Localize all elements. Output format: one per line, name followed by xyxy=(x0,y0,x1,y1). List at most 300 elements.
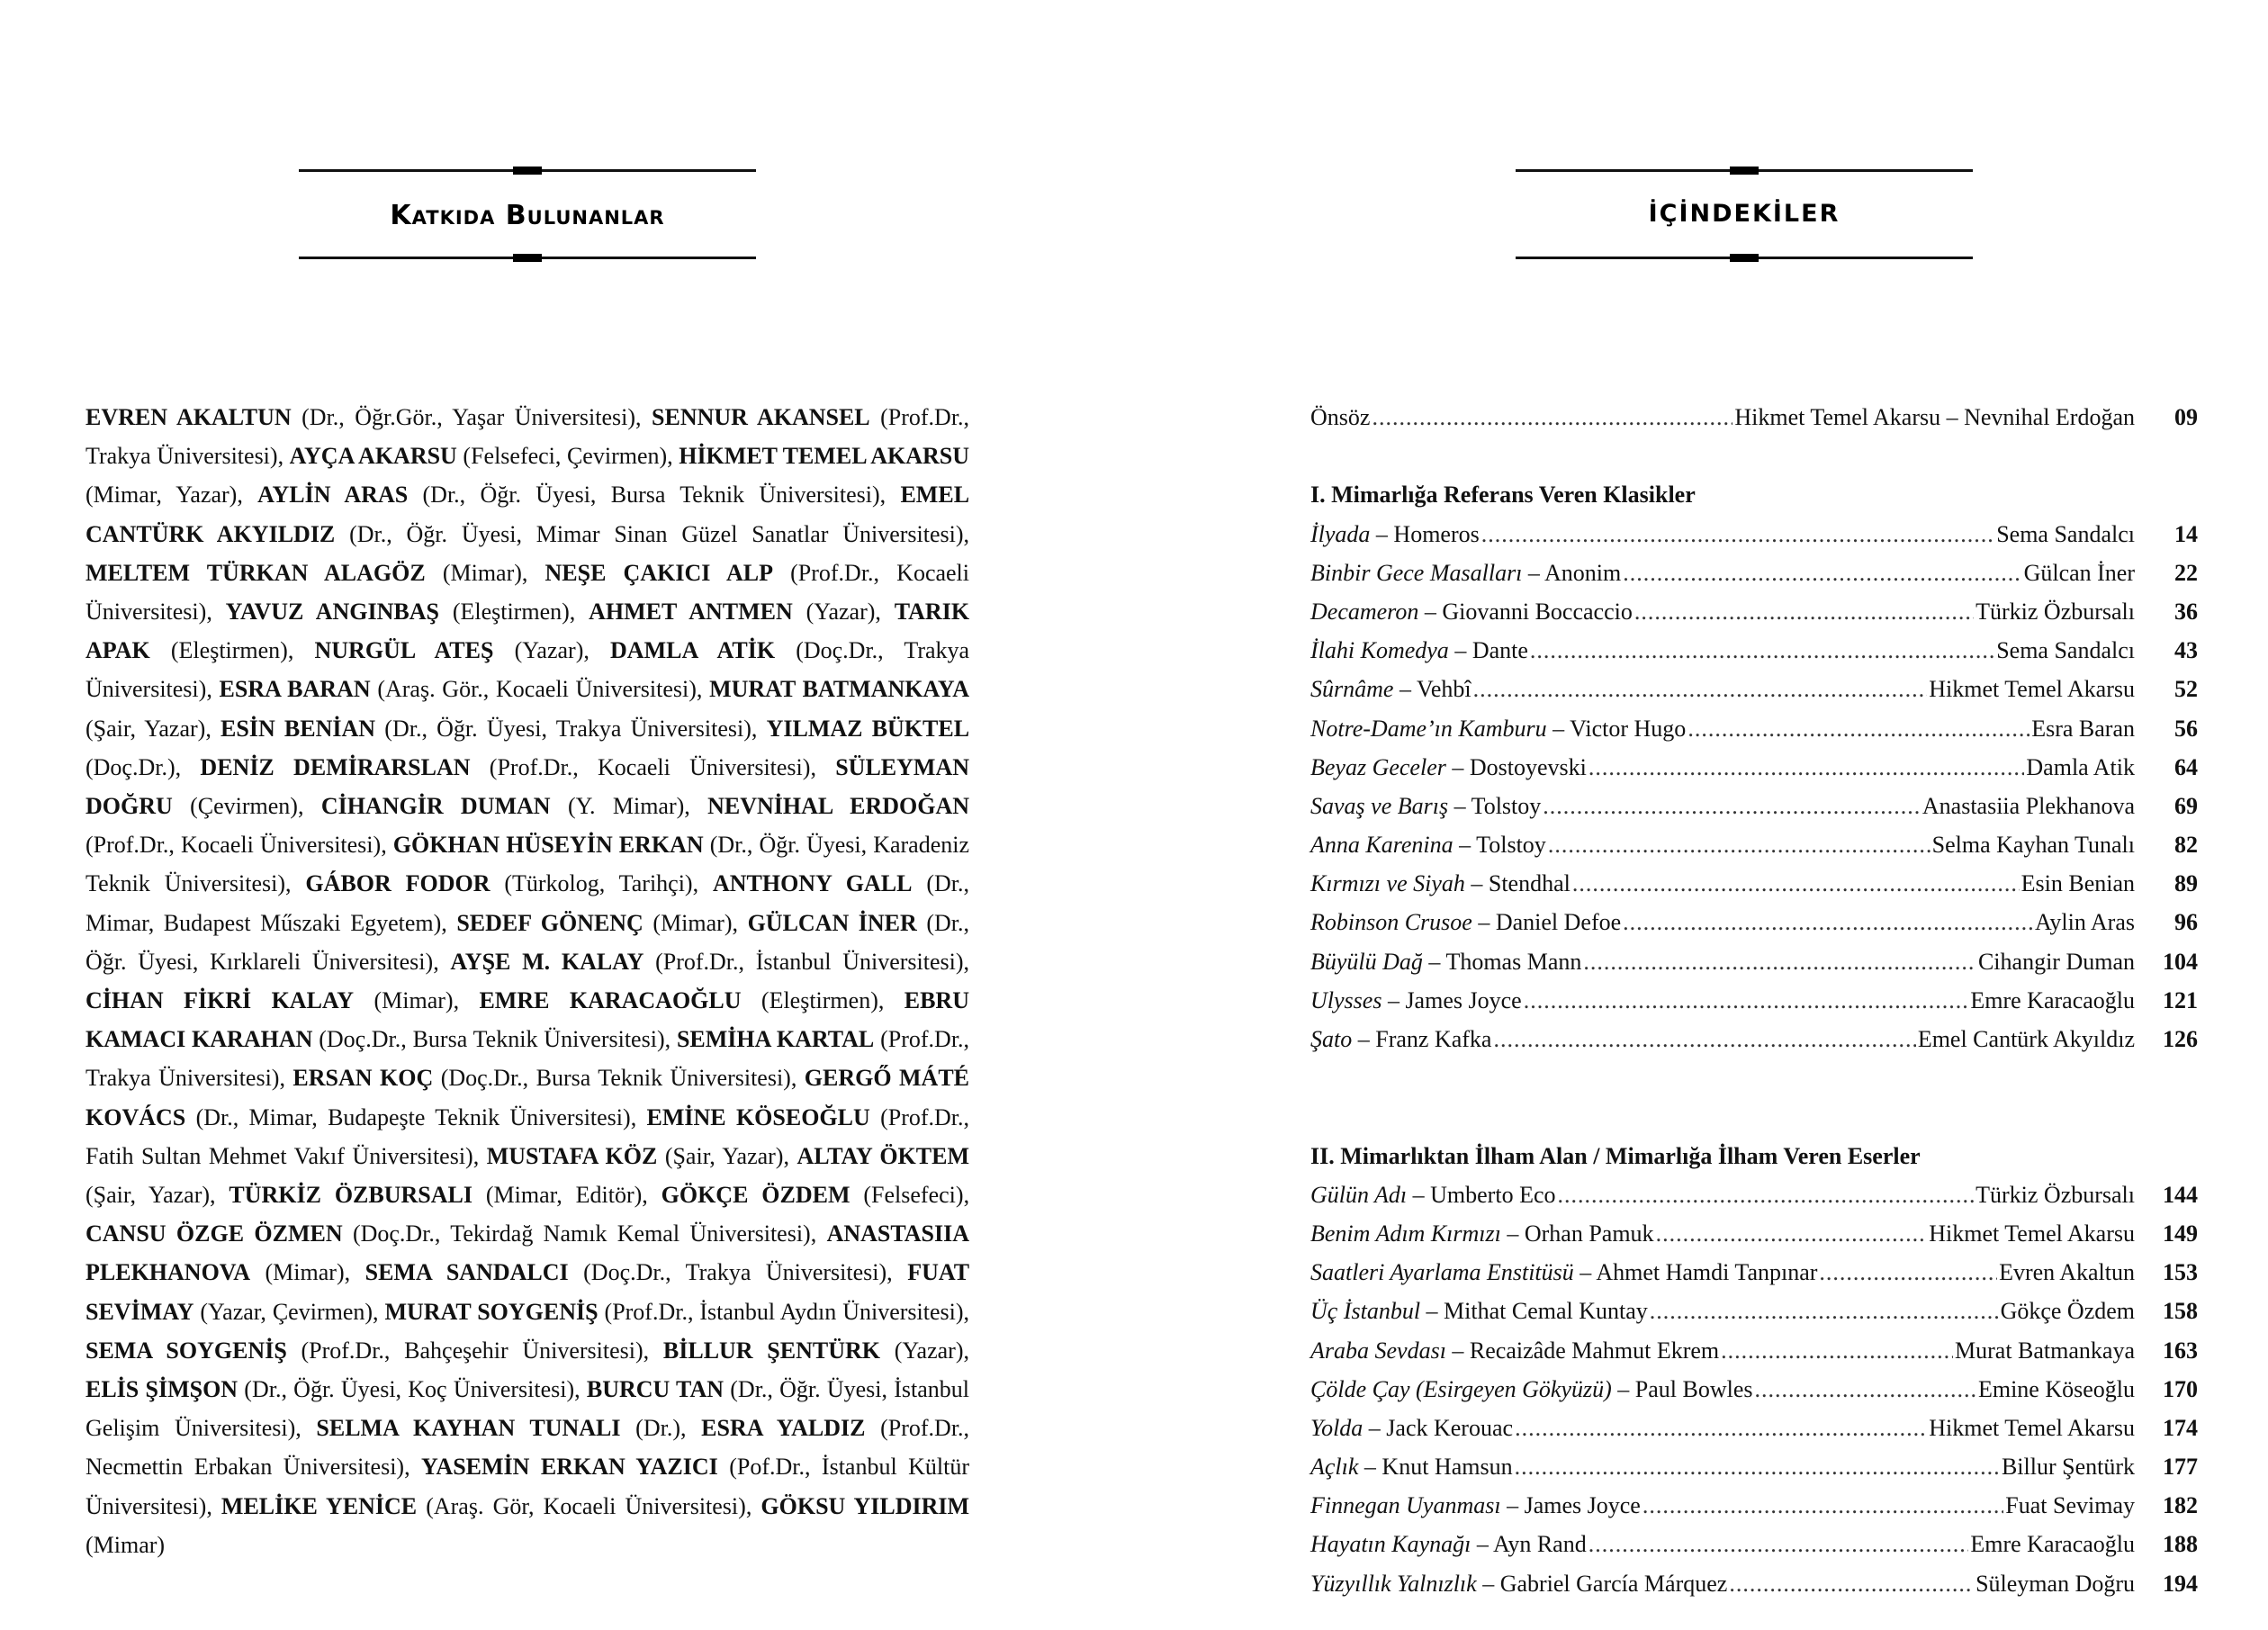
work-writer: – Vehbî xyxy=(1393,676,1472,703)
work-writer: – Victor Hugo xyxy=(1546,715,1687,742)
work-writer: – Tolstoy xyxy=(1448,792,1542,819)
contributor-name: MURAT SOYGENİŞ xyxy=(384,1298,598,1325)
contributor-affiliation: (Dr.) xyxy=(635,1415,680,1442)
contributor-affiliation: (Yazar) xyxy=(894,1337,964,1364)
toc-entry-title: Önsöz xyxy=(1310,404,1371,430)
contributor-entry: MURAT BATMANKAYA (Şair, Yazar), xyxy=(86,676,970,742)
work-title: Üç İstanbul xyxy=(1310,1298,1421,1325)
contributor-name: DENİZ DEMİRARSLAN xyxy=(200,753,471,780)
contributor-affiliation: (Prof.Dr., İstanbul Aydın Üniversitesi) xyxy=(604,1298,964,1325)
toc-entry-author: Hikmet Temel Akarsu xyxy=(1929,1414,2135,1441)
work-title: Notre-Dame’ın Kamburu xyxy=(1310,715,1547,742)
contributor-affiliation: (Yazar) xyxy=(806,599,876,626)
dot-leader xyxy=(1583,942,1976,981)
toc-entry-author: Hikmet Temel Akarsu xyxy=(1929,676,2135,703)
work-title: Gülün Adı xyxy=(1310,1181,1408,1208)
dot-leader xyxy=(1372,398,1732,437)
contributor-entry: ERSAN KOÇ (Doç.Dr., Bursa Teknik Üniversitesi), xyxy=(292,1065,805,1092)
contributor-affiliation: (Prof.Dr., Trakya Üniversitesi) xyxy=(86,1026,970,1092)
toc-entry[interactable] xyxy=(1310,1370,2198,1409)
toc-entry[interactable] xyxy=(1310,1525,2198,1563)
contributor-name: ESRA YALDIZ xyxy=(701,1415,866,1442)
contributor-entry: YILMAZ BÜKTEL (Doç.Dr.), xyxy=(86,715,970,780)
toc-entry[interactable] xyxy=(1310,1214,2198,1253)
contributor-entry: ESİN BENİAN (Dr., Öğr. Üyesi, Trakya Üniversitesi), xyxy=(220,715,767,742)
toc-entry-title xyxy=(1310,1447,1513,1486)
toc-entry-author: Aylin Aras xyxy=(2035,909,2135,936)
contributor-name: EMRE KARACAOĞLU xyxy=(479,987,742,1014)
contributor-name: GERGŐ MÁTÉ KOVÁCS xyxy=(86,1065,970,1130)
contributor-entry: ANASTASIIA PLEKHANOVA (Mimar), xyxy=(86,1220,970,1286)
toc-entry-page: 89 xyxy=(2174,870,2198,897)
contributor-affiliation: (Türkolog, Tarihçi) xyxy=(504,870,693,897)
toc-entry[interactable] xyxy=(1310,592,2198,631)
contributor-name: BİLLUR ŞENTÜRK xyxy=(662,1337,880,1364)
contributor-name: SEMA SANDALCI xyxy=(364,1259,569,1286)
toc-entry-author: Emine Köseoğlu xyxy=(1977,1375,2135,1402)
contributor-name: MURAT BATMANKAYA xyxy=(709,676,970,703)
work-title: Açlık xyxy=(1310,1454,1359,1481)
dot-leader xyxy=(1729,1564,1974,1603)
contributor-affiliation: (Pof.Dr., İstanbul Kültür Üniversitesi) xyxy=(86,1454,969,1519)
work-title: Kırmızı ve Siyah xyxy=(1310,870,1465,897)
contributor-affiliation: (Dr., Mimar, Budapeşte Teknik Üniversitesi) xyxy=(195,1103,631,1130)
work-title: Yüzyıllık Yalnızlık xyxy=(1310,1570,1477,1597)
contributor-name: ESİN BENİAN xyxy=(220,715,376,742)
contributor-name: SÜLEYMAN DOĞRU xyxy=(86,753,970,820)
work-title: Binbir Gece Masalları xyxy=(1310,559,1523,586)
contributor-affiliation: (Dr., Öğr. Üyesi, Koç Üniversitesi) xyxy=(244,1376,575,1403)
contributor-affiliation: (Prof.Dr., İstanbul Üniversitesi) xyxy=(655,948,964,975)
contributor-entry: YAVUZ ANGINBAŞ (Eleştirmen), xyxy=(225,599,590,626)
contributor-name: HİKMET TEMEL AKARSU xyxy=(679,443,970,470)
work-writer: – Ayn Rand xyxy=(1471,1531,1587,1558)
contributor-affiliation: (Mimar, Editör) xyxy=(485,1182,643,1209)
toc-entry-page: 188 xyxy=(2163,1531,2198,1558)
toc-entry[interactable] xyxy=(1310,631,2198,670)
toc-heading xyxy=(1516,166,1973,265)
toc-entry-page: 69 xyxy=(2174,792,2198,819)
contributor-name: YAVUZ ANGINBAŞ xyxy=(225,599,439,626)
contributors-heading xyxy=(299,166,756,265)
contributor-entry: CANSU ÖZGE ÖZMEN (Doç.Dr., Tekirdağ Namık Kemal Üniversitesi), xyxy=(86,1220,827,1247)
toc-spacer xyxy=(1310,437,2198,475)
contributor-entry: GÜLCAN İNER (Dr., Öğr. Üyesi, Kırklareli Üniversitesi), xyxy=(86,909,970,975)
dot-leader xyxy=(1543,787,1921,825)
contributors-list xyxy=(86,398,969,1564)
contributor-affiliation: (Yazar) xyxy=(514,637,584,664)
work-writer: – Recaizâde Mahmut Ekrem xyxy=(1445,1337,1720,1364)
work-writer: – Jack Kerouac xyxy=(1363,1414,1514,1441)
toc-entry-page: 170 xyxy=(2163,1375,2198,1402)
contributor-name: GÁBOR FODOR xyxy=(305,870,490,897)
toc-entry-page: 14 xyxy=(2174,520,2198,547)
toc-entry-page: 158 xyxy=(2163,1298,2198,1325)
toc-entry-page: 182 xyxy=(2163,1492,2198,1519)
toc-entry-page: 121 xyxy=(2163,986,2198,1013)
work-writer: – Stendhal xyxy=(1464,870,1570,897)
contributor-affiliation: (Araş. Gör., Kocaeli Üniversitesi) xyxy=(377,676,697,703)
toc-entry-author: Cihangir Duman xyxy=(1977,948,2135,975)
contributor-entry: GERGŐ MÁTÉ KOVÁCS (Dr., Mimar, Budapeşte Teknik Üniversitesi), xyxy=(86,1065,970,1130)
contributor-entry: FUAT SEVİMAY (Yazar, Çevirmen), xyxy=(86,1259,970,1325)
contributor-name: CİHANGİR DUMAN xyxy=(320,793,551,820)
toc-entry[interactable] xyxy=(1310,1292,2198,1330)
contributor-entry: MUSTAFA KÖZ (Şair, Yazar), xyxy=(486,1142,797,1169)
toc-entry[interactable] xyxy=(1310,1175,2198,1214)
contributor-entry: GÖKÇE ÖZDEM (Felsefeci), xyxy=(661,1182,970,1209)
work-title: Saatleri Ayarlama Enstitüsü xyxy=(1310,1259,1574,1286)
toc-entry-title xyxy=(1310,709,1686,748)
contributor-affiliation: (Dr., Öğr. Üyesi, Karadeniz Teknik Üniversitesi) xyxy=(86,832,970,897)
toc-entry-author: Türkiz Özbursalı xyxy=(1976,1181,2135,1208)
toc-entry-author: Selma Kayhan Tunalı xyxy=(1931,832,2135,859)
toc-entry[interactable] xyxy=(1310,1564,2198,1603)
work-title: Çölde Çay (Esirgeyen Gökyüzü) xyxy=(1310,1375,1612,1402)
work-writer: – Orhan Pamuk xyxy=(1500,1220,1654,1247)
contributor-entry: YASEMİN ERKAN YAZICI (Pof.Dr., İstanbul Kültür Üniversitesi), xyxy=(86,1454,969,1519)
contributor-entry: AHMET ANTMEN (Yazar), xyxy=(589,599,895,626)
toc-page xyxy=(1134,0,2268,1630)
ornamental-rule-top xyxy=(1516,169,1973,172)
contributor-entry: DENİZ DEMİRARSLAN (Prof.Dr., Kocaeli Üniversitesi), xyxy=(200,753,836,780)
toc-entry[interactable] xyxy=(1310,1447,2198,1486)
toc-spacer xyxy=(1310,1097,2198,1136)
contributor-entry: GÁBOR FODOR (Türkolog, Tarihçi), xyxy=(305,870,713,897)
toc-entry-page: 174 xyxy=(2163,1414,2198,1441)
contributor-affiliation: (Yazar, Çevirmen) xyxy=(200,1298,374,1325)
toc-section-heading: I. Mimarlığa Referans Veren Klasikler xyxy=(1310,482,1696,509)
toc-entry-title xyxy=(1310,515,1480,554)
toc-entry[interactable] xyxy=(1310,825,2198,864)
contributor-affiliation: (Dr., Öğr. Üyesi, Bursa Teknik Üniversitesi) xyxy=(422,482,880,509)
contributor-name: FUAT SEVİMAY xyxy=(86,1259,970,1325)
toc-entry-title xyxy=(1310,1409,1513,1447)
toc-entry-page: 96 xyxy=(2174,909,2198,936)
toc-entry-title xyxy=(1310,670,1472,708)
contributor-entry: EVREN AKALTUN (Dr., Öğr.Gör., Yaşar Üniversitesi), xyxy=(86,404,652,430)
contributor-affiliation: (Çevirmen) xyxy=(190,793,298,820)
work-title: İlyada xyxy=(1310,520,1371,547)
contributor-name: ERSAN KOÇ xyxy=(292,1065,434,1092)
toc-entry-page: 09 xyxy=(2174,404,2198,430)
dot-leader xyxy=(1548,825,1930,864)
work-writer: – James Joyce xyxy=(1382,986,1522,1013)
toc-entry[interactable] xyxy=(1310,903,2198,941)
contributor-affiliation: (Mimar) xyxy=(265,1259,345,1286)
toc-entry-page: 144 xyxy=(2163,1181,2198,1208)
work-writer: – Umberto Eco xyxy=(1407,1181,1556,1208)
work-title: Finnegan Uyanması xyxy=(1310,1492,1501,1519)
toc-entry-title xyxy=(1310,1331,1719,1370)
dot-leader xyxy=(1650,1292,1999,1330)
contributor-affiliation: (Dr., Öğr. Üyesi, İstanbul Gelişim Üniversitesi) xyxy=(86,1376,970,1442)
contributor-name: CANSU ÖZGE ÖZMEN xyxy=(86,1220,343,1247)
contributor-entry: HİKMET TEMEL AKARSU (Mimar, Yazar), xyxy=(86,443,970,509)
contributor-entry: DAMLA ATİK (Doç.Dr., Trakya Üniversitesi), xyxy=(86,637,970,703)
toc-entry-title xyxy=(1310,1370,1753,1409)
toc-entry-title xyxy=(1310,1214,1654,1253)
work-title: Araba Sevdası xyxy=(1310,1337,1446,1364)
dot-leader xyxy=(1481,515,1994,554)
contributor-affiliation: (Şair, Yazar) xyxy=(86,715,206,742)
contributor-affiliation: (Araş. Gör, Kocaeli Üniversitesi) xyxy=(426,1492,746,1519)
toc-entry[interactable] xyxy=(1310,1331,2198,1370)
toc-entry-page: 177 xyxy=(2163,1454,2198,1481)
contributor-name: TÜRKİZ ÖZBURSALI xyxy=(229,1182,472,1209)
contributor-affiliation: (Doç.Dr., Bursa Teknik Üniversitesi) xyxy=(440,1065,791,1092)
toc-entry-title xyxy=(1310,787,1541,825)
contributor-name: EMİNE KÖSEOĞLU xyxy=(646,1103,870,1130)
contributor-affiliation: (Prof.Dr., Kocaeli Üniversitesi) xyxy=(86,832,382,859)
toc-entry-author: Emre Karacaoğlu xyxy=(1970,1531,2135,1558)
contributor-affiliation: (Dr., Öğr. Üyesi, Kırklareli Üniversitesi) xyxy=(86,909,970,975)
contributor-entry: NURGÜL ATEŞ (Yazar), xyxy=(314,637,611,664)
toc-entry-title xyxy=(1310,592,1633,631)
work-writer: – Giovanni Boccaccio xyxy=(1418,598,1633,625)
contributor-name: AYLİN ARAS xyxy=(257,482,409,509)
contributor-entry: CİHANGİR DUMAN (Y. Mimar), xyxy=(320,793,708,820)
dot-leader xyxy=(1721,1331,1953,1370)
contributor-entry: NEŞE ÇAKICI ALP (Prof.Dr., Kocaeli Üniversitesi), xyxy=(86,559,970,626)
contributor-name: GÜLCAN İNER xyxy=(747,909,917,936)
toc-entry-title xyxy=(1310,903,1621,941)
ornamental-rule-bottom xyxy=(1516,257,1973,259)
work-title: Hayatın Kaynağı xyxy=(1310,1531,1472,1558)
contributor-affiliation: (Prof.Dr., Trakya Üniversitesi) xyxy=(86,404,970,470)
toc-entry[interactable] xyxy=(1310,1409,2198,1447)
contributor-affiliation: (Şair, Yazar) xyxy=(86,1182,211,1209)
contributor-name: SEMİHA KARTAL xyxy=(676,1026,875,1053)
contributor-entry: MURAT SOYGENİŞ (Prof.Dr., İstanbul Aydın Üniversitesi), xyxy=(384,1298,970,1325)
contributor-entry: SELMA KAYHAN TUNALI (Dr.), xyxy=(316,1415,702,1442)
work-writer: – Gabriel García Márquez xyxy=(1476,1570,1728,1597)
toc-section-heading: II. Mimarlıktan İlham Alan / Mimarlığa İlham Veren Eserler xyxy=(1310,1142,1921,1169)
contributor-affiliation: (Doç.Dr.) xyxy=(86,753,176,780)
toc-entry-page: 194 xyxy=(2163,1570,2198,1597)
work-writer: – Ahmet Hamdi Tanpınar xyxy=(1573,1259,1818,1286)
toc-entry-page: 22 xyxy=(2174,559,2198,586)
contributor-entry: EBRU KAMACI KARAHAN (Doç.Dr., Bursa Teknik Üniversitesi), xyxy=(86,987,969,1053)
toc-entry-page: 64 xyxy=(2174,753,2198,780)
contributor-entry: SEMA SANDALCI (Doç.Dr., Trakya Üniversitesi), xyxy=(364,1259,908,1286)
toc-entry-title xyxy=(1310,1525,1587,1563)
contributor-entry: BURCU TAN (Dr., Öğr. Üyesi, İstanbul Gelişim Üniversitesi), xyxy=(86,1376,970,1442)
dot-leader xyxy=(1588,1525,1969,1563)
contributor-entry: EMRE KARACAOĞLU (Eleştirmen), xyxy=(479,987,904,1014)
contributor-entry: GÖKHAN HÜSEYİN ERKAN (Dr., Öğr. Üyesi, Karadeniz Teknik Üniversitesi), xyxy=(86,832,970,897)
contributor-name: AYŞE M. KALAY xyxy=(450,948,644,975)
toc-entry-author: Türkiz Özbursalı xyxy=(1976,598,2135,625)
work-writer: – Thomas Mann xyxy=(1422,948,1582,975)
contributor-name: CİHAN FİKRİ KALAY xyxy=(86,987,355,1014)
toc-entry-page: 126 xyxy=(2163,1026,2198,1052)
contributor-affiliation: (Prof.Dr., Fatih Sultan Mehmet Vakıf Üniversitesi) xyxy=(86,1103,970,1169)
contributor-entry: ANTHONY GALL (Dr., Mimar, Budapest Műszaki Egyetem), xyxy=(86,870,969,936)
toc-entry-title xyxy=(1310,864,1570,903)
toc-entry[interactable] xyxy=(1310,748,2198,787)
dot-leader xyxy=(1530,631,1994,670)
ornamental-rule-bottom xyxy=(299,257,756,259)
work-writer: – Franz Kafka xyxy=(1352,1026,1492,1052)
toc-entry-author: Billur Şentürk xyxy=(2001,1454,2135,1481)
contributor-affiliation: (Şair, Yazar) xyxy=(664,1142,784,1169)
dot-leader xyxy=(1515,1447,2000,1486)
toc-entry-title xyxy=(1310,1486,1641,1525)
contributor-name: MELİKE YENİCE xyxy=(220,1492,418,1519)
toc-entry-author: Anastasiia Plekhanova xyxy=(1922,792,2135,819)
toc-entry-page: 82 xyxy=(2174,832,2198,859)
toc-entry-author: Murat Batmankaya xyxy=(1955,1337,2135,1364)
work-writer: – Dostoyevski xyxy=(1445,753,1587,780)
toc-entry-title xyxy=(1310,748,1587,787)
toc-entry-title xyxy=(1310,1564,1727,1603)
contributor-entry: ELİS ŞİMŞON (Dr., Öğr. Üyesi, Koç Üniversitesi), xyxy=(86,1376,587,1403)
contributor-name: GÖKHAN HÜSEYİN ERKAN xyxy=(392,832,704,859)
work-writer: – Tolstoy xyxy=(1453,832,1546,859)
dot-leader xyxy=(1557,1175,1974,1214)
contributor-name: SEDEF GÖNENÇ xyxy=(456,909,644,936)
contributor-entry: SEMA SOYGENİŞ (Prof.Dr., Bahçeşehir Üniversitesi), xyxy=(86,1337,663,1364)
dot-leader xyxy=(1623,554,2021,592)
toc-entry-preface[interactable] xyxy=(1310,398,2198,437)
toc-entry-author: Fuat Sevimay xyxy=(2005,1492,2135,1519)
contributor-name: EBRU KAMACI KARAHAN xyxy=(86,987,969,1053)
toc-entry[interactable] xyxy=(1310,670,2198,708)
contributor-affiliation: (Dr., Öğr.Gör., Yaşar Üniversitesi) xyxy=(302,404,636,430)
contributor-name: AHMET ANTMEN xyxy=(589,599,793,626)
contributor-entry: BİLLUR ŞENTÜRK (Yazar), xyxy=(662,1337,969,1364)
work-writer: – Daniel Defoe xyxy=(1472,909,1622,936)
contributor-affiliation: (Mimar) xyxy=(652,909,733,936)
dot-leader xyxy=(1656,1214,1928,1253)
contributor-entry: ESRA BARAN (Araş. Gör., Kocaeli Üniversitesi), xyxy=(219,676,710,703)
dot-leader xyxy=(1493,1020,1915,1058)
contributor-name: EVREN AKALTUN xyxy=(86,404,292,430)
contributor-entry: SEDEF GÖNENÇ (Mimar), xyxy=(456,909,748,936)
dot-leader xyxy=(1515,1409,1927,1447)
contributor-name: DAMLA ATİK xyxy=(610,637,776,664)
contributor-name: TARIK APAK xyxy=(86,599,970,664)
toc-entry-title xyxy=(1310,1253,1817,1292)
toc-entry-page: 163 xyxy=(2163,1337,2198,1364)
contributor-name: NURGÜL ATEŞ xyxy=(314,637,494,664)
contributor-entry: EMİNE KÖSEOĞLU (Prof.Dr., Fatih Sultan Mehmet Vakıf Üniversitesi), xyxy=(86,1103,970,1169)
contributor-affiliation: (Prof.Dr., Bahçeşehir Üniversitesi) xyxy=(301,1337,644,1364)
toc-entry[interactable] xyxy=(1310,981,2198,1020)
contributor-affiliation: (Doç.Dr., Bursa Teknik Üniversitesi) xyxy=(319,1026,665,1053)
contributor-affiliation: (Mimar) xyxy=(442,559,522,586)
contributor-affiliation: (Felsefeci, Çevirmen) xyxy=(463,443,668,470)
toc-title: İÇİNDEKİLER xyxy=(1648,200,1840,228)
toc-entry[interactable] xyxy=(1310,1253,2198,1292)
work-title: Decameron xyxy=(1310,598,1419,625)
toc-entry[interactable] xyxy=(1310,942,2198,981)
toc-entry[interactable] xyxy=(1310,554,2198,592)
work-title: Savaş ve Barış xyxy=(1310,792,1449,819)
work-title: Sûrnâme xyxy=(1310,676,1394,703)
contributor-name: ESRA BARAN xyxy=(219,676,371,703)
contributor-entry: CİHAN FİKRİ KALAY (Mimar), xyxy=(86,987,480,1014)
dot-leader xyxy=(1642,1486,2003,1525)
toc-entry-title xyxy=(1310,981,1522,1020)
toc-entry-author: Emel Cantürk Akyıldız xyxy=(1917,1026,2135,1052)
table-of-contents xyxy=(1310,398,2198,1603)
toc-entry[interactable] xyxy=(1310,1020,2198,1058)
contributor-name: GÖKSU YILDIRIM xyxy=(760,1492,970,1519)
contributor-entry: TÜRKİZ ÖZBURSALI (Mimar, Editör), xyxy=(229,1182,662,1209)
contributor-affiliation: (Dr., Mimar, Budapest Műszaki Egyetem) xyxy=(86,870,969,936)
contributor-affiliation: (Doç.Dr., Tekirdağ Namık Kemal Üniversitesi) xyxy=(352,1220,811,1247)
toc-entry-author: Esin Benian xyxy=(2020,870,2135,897)
toc-entry-page: 153 xyxy=(2163,1259,2198,1286)
work-title: Anna Karenina xyxy=(1310,832,1454,859)
contributor-entry: NEVNİHAL ERDOĞAN (Prof.Dr., Kocaeli Üniversitesi), xyxy=(86,793,970,859)
toc-entry-page: 56 xyxy=(2174,715,2198,742)
toc-entry-title xyxy=(1310,631,1528,670)
contributor-name: ANTHONY GALL xyxy=(712,870,913,897)
contributor-entry: TARIK APAK (Eleştirmen), xyxy=(86,599,970,664)
toc-entry-title xyxy=(1310,1292,1648,1330)
contributor-name: MUSTAFA KÖZ xyxy=(486,1142,658,1169)
toc-entry[interactable] xyxy=(1310,709,2198,748)
work-writer: – James Joyce xyxy=(1500,1492,1641,1519)
contributor-affiliation: (Y. Mimar) xyxy=(567,793,685,820)
work-title: Ulysses xyxy=(1310,986,1382,1013)
dot-leader xyxy=(1634,592,1974,631)
work-title: Büyülü Dağ xyxy=(1310,948,1423,975)
contributor-name: AYÇA AKARSU xyxy=(289,443,457,470)
contributor-name: EMEL CANTÜRK AKYILDIZ xyxy=(86,482,970,547)
contributor-entry: AYÇA AKARSU (Felsefeci, Çevirmen), xyxy=(289,443,680,470)
contributor-affiliation: (Eleştirmen) xyxy=(452,599,570,626)
contributor-name: MELTEM TÜRKAN ALAGÖZ xyxy=(86,559,426,586)
contributor-entry: ALTAY ÖKTEM (Şair, Yazar), xyxy=(86,1142,970,1209)
toc-entry[interactable] xyxy=(1310,515,2198,554)
toc-entry-author: Hikmet Temel Akarsu – Nevnihal Erdoğan xyxy=(1734,404,2135,430)
toc-entry[interactable] xyxy=(1310,787,2198,825)
dot-leader xyxy=(1688,709,2030,748)
toc-entry-page: 104 xyxy=(2163,948,2198,975)
dot-leader xyxy=(1572,864,2020,903)
toc-entry-title xyxy=(1310,825,1546,864)
toc-entry-author: Gülcan İner xyxy=(2023,559,2135,586)
toc-entry-author: Hikmet Temel Akarsu xyxy=(1929,1220,2135,1247)
work-title: Robinson Crusoe xyxy=(1310,909,1472,936)
contributor-name: NEVNİHAL ERDOĞAN xyxy=(707,793,970,820)
contributor-affiliation: (Prof.Dr., Kocaeli Üniversitesi) xyxy=(86,559,970,626)
contributors-title: Katkıda Bulunanlar xyxy=(390,200,665,231)
contributor-name: SENNUR AKANSEL xyxy=(652,404,870,430)
contributor-name: YASEMİN ERKAN YAZICI xyxy=(421,1454,718,1481)
work-writer: – Mithat Cemal Kuntay xyxy=(1420,1298,1648,1325)
toc-entry[interactable] xyxy=(1310,1486,2198,1525)
contributor-entry: SÜLEYMAN DOĞRU (Çevirmen), xyxy=(86,753,970,820)
contributor-name: ANASTASIIA PLEKHANOVA xyxy=(86,1220,970,1286)
contributor-entry: EMEL CANTÜRK AKYILDIZ (Dr., Öğr. Üyesi, Mimar Sinan Güzel Sanatlar Üniversitesi), xyxy=(86,482,970,547)
work-title: Şato xyxy=(1310,1026,1353,1052)
work-title: Benim Adım Kırmızı xyxy=(1310,1220,1501,1247)
toc-entry-author: Sema Sandalcı xyxy=(1996,520,2135,547)
toc-entry-title xyxy=(1310,1175,1555,1214)
toc-entry-page: 52 xyxy=(2174,676,2198,703)
contributor-entry: SENNUR AKANSEL (Prof.Dr., Trakya Üniversitesi), xyxy=(86,404,970,470)
toc-entry-author: Evren Akaltun xyxy=(1999,1259,2135,1286)
contributor-entry: MELTEM TÜRKAN ALAGÖZ (Mimar), xyxy=(86,559,545,586)
contributor-affiliation: (Eleştirmen) xyxy=(170,637,288,664)
contributor-affiliation: (Doç.Dr., Trakya Üniversitesi) xyxy=(86,637,970,703)
toc-entry[interactable] xyxy=(1310,864,2198,903)
